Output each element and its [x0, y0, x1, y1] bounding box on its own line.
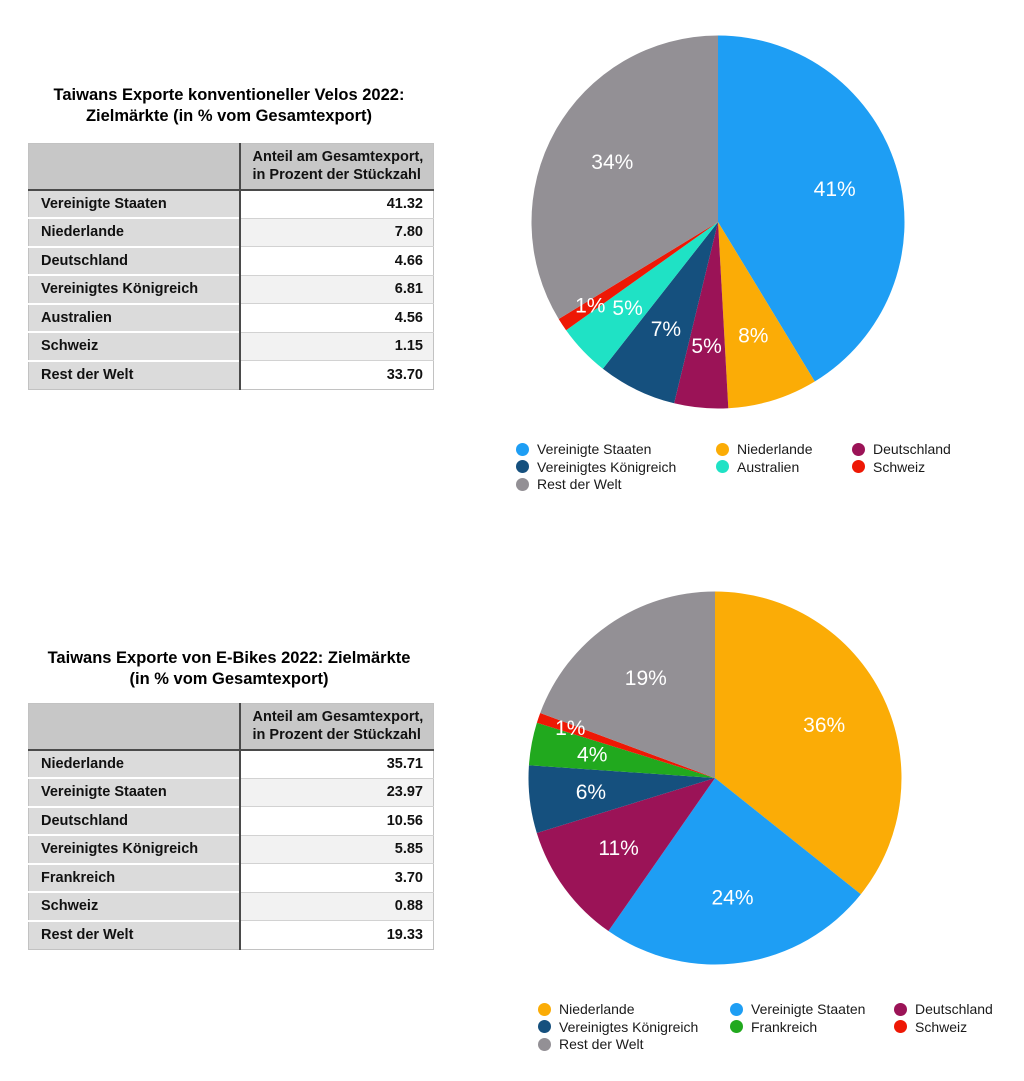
- table-row-deutschland: [29, 807, 434, 836]
- row-label: Rest der Welt: [29, 361, 240, 390]
- legend-item-niederlande: [716, 442, 852, 457]
- pie-slice-label-rest-der-welt: 19%: [624, 666, 667, 690]
- velos-table-header-line2: in Prozent der Stückzahl: [252, 167, 421, 184]
- velos-legend: [516, 442, 951, 492]
- ebikes-table-header-empty-cell: [29, 704, 240, 750]
- legend-item-rest-der-welt: [516, 477, 716, 492]
- legend-label: Niederlande: [737, 441, 813, 458]
- pie-slice-label-australien: 5%: [612, 296, 643, 320]
- legend-label: Deutschland: [873, 441, 951, 458]
- table-row-vereinigte-staaten: [29, 778, 434, 807]
- legend-label: Vereinigtes Königreich: [559, 1018, 699, 1035]
- row-label: Vereinigtes Königreich: [29, 275, 240, 304]
- ebikes-table: [28, 703, 434, 950]
- velos-table-header-line1: Anteil am Gesamtexport,: [252, 149, 424, 166]
- legend-item-deutschland: [894, 1002, 993, 1017]
- pie-slice-label-niederlande: 8%: [738, 324, 769, 348]
- ebikes-title-line1: Taiwans Exporte von E-Bikes 2022: Zielmärkte: [47, 649, 411, 667]
- table-row-australien: [29, 304, 434, 333]
- table-row-vereinigtes-königreich: [29, 835, 434, 864]
- pie-slice-label-vereinigtes-königreich: 7%: [650, 317, 682, 341]
- pie-slice-label-schweiz: 1%: [555, 717, 586, 741]
- velos-title-line2: Zielmärkte (in % vom Gesamtexport): [85, 107, 373, 125]
- row-value: 4.56: [240, 304, 434, 333]
- row-value: 4.66: [240, 247, 434, 276]
- legend-label: Vereinigtes Königreich: [537, 458, 677, 475]
- row-value: 5.85: [240, 835, 434, 864]
- legend-label: Schweiz: [915, 1018, 968, 1035]
- row-label: Deutschland: [29, 247, 240, 276]
- velos-table-header-row: [29, 144, 434, 190]
- row-value: 41.32: [240, 190, 434, 219]
- ebikes-pie-chart: [528, 591, 902, 965]
- legend-color-dot: [516, 443, 529, 456]
- legend-label: Australien: [737, 458, 800, 475]
- pie-slice-label-vereinigtes-königreich: 6%: [575, 780, 607, 804]
- legend-color-dot: [516, 460, 529, 473]
- legend-color-dot: [538, 1020, 551, 1033]
- table-row-niederlande: [29, 750, 434, 779]
- velos-section-title: [24, 85, 434, 127]
- table-row-schweiz: [29, 332, 434, 361]
- pie-slice-label-frankreich: 4%: [577, 743, 608, 767]
- table-row-frankreich: [29, 864, 434, 893]
- velos-table: [28, 143, 434, 390]
- legend-color-dot: [716, 443, 729, 456]
- table-row-deutschland: [29, 247, 434, 276]
- legend-color-dot: [716, 460, 729, 473]
- legend-label: Vereinigte Staaten: [537, 441, 652, 458]
- row-label: Schweiz: [29, 892, 240, 921]
- velos-title-line1: Taiwans Exporte konventioneller Velos 2022:: [53, 86, 405, 104]
- row-value: 3.70: [240, 864, 434, 893]
- legend-label: Schweiz: [873, 458, 926, 475]
- row-label: Vereinigte Staaten: [29, 778, 240, 807]
- velos-table-header-empty-cell: [29, 144, 240, 190]
- legend-item-vereinigtes-königreich: [516, 460, 716, 475]
- pie-slice-label-schweiz: 1%: [575, 294, 606, 318]
- pie-slice-label-deutschland: 5%: [691, 334, 722, 358]
- legend-label: Rest der Welt: [537, 476, 622, 493]
- row-label: Australien: [29, 304, 240, 333]
- row-value: 35.71: [240, 750, 434, 779]
- legend-item-vereinigte-staaten: [516, 442, 716, 457]
- row-label: Vereinigte Staaten: [29, 190, 240, 219]
- legend-label: Frankreich: [751, 1018, 818, 1035]
- legend-item-australien: [716, 460, 852, 475]
- row-value: 10.56: [240, 807, 434, 836]
- row-label: Vereinigtes Königreich: [29, 835, 240, 864]
- table-row-vereinigtes-königreich: [29, 275, 434, 304]
- row-value: 0.88: [240, 892, 434, 921]
- legend-label: Niederlande: [559, 1001, 635, 1018]
- table-row-vereinigte-staaten: [29, 190, 434, 219]
- row-value: 33.70: [240, 361, 434, 390]
- ebikes-section-title: [24, 648, 434, 690]
- pie-slice-label-rest-der-welt: 34%: [591, 151, 634, 175]
- legend-color-dot: [852, 443, 865, 456]
- legend-color-dot: [852, 460, 865, 473]
- legend-color-dot: [516, 478, 529, 491]
- row-value: 1.15: [240, 332, 434, 361]
- legend-color-dot: [538, 1003, 551, 1016]
- ebikes-table-header-cell: [240, 704, 434, 750]
- pie-slice-label-vereinigte-staaten: 41%: [813, 177, 856, 201]
- legend-color-dot: [894, 1003, 907, 1016]
- legend-item-schweiz: [894, 1020, 993, 1035]
- row-label: Rest der Welt: [29, 921, 240, 950]
- table-row-niederlande: [29, 218, 434, 247]
- pie-slice-label-vereinigte-staaten: 24%: [711, 886, 754, 910]
- table-row-rest-der-welt: [29, 361, 434, 390]
- ebikes-title-line2: (in % vom Gesamtexport): [129, 670, 329, 688]
- table-row-rest-der-welt: [29, 921, 434, 950]
- row-label: Schweiz: [29, 332, 240, 361]
- table-row-schweiz: [29, 892, 434, 921]
- legend-color-dot: [730, 1003, 743, 1016]
- pie-slice-label-deutschland: 11%: [598, 836, 639, 860]
- ebikes-table-header-line2: in Prozent der Stückzahl: [252, 727, 421, 744]
- row-value: 6.81: [240, 275, 434, 304]
- legend-item-schweiz: [852, 460, 951, 475]
- row-value: 23.97: [240, 778, 434, 807]
- row-label: Frankreich: [29, 864, 240, 893]
- legend-item-niederlande: [538, 1002, 730, 1017]
- legend-item-rest-der-welt: [538, 1037, 730, 1052]
- legend-label: Vereinigte Staaten: [751, 1001, 866, 1018]
- legend-item-vereinigte-staaten: [730, 1002, 894, 1017]
- row-label: Niederlande: [29, 750, 240, 779]
- pie-slice-label-niederlande: 36%: [803, 713, 846, 737]
- row-label: Niederlande: [29, 218, 240, 247]
- legend-item-frankreich: [730, 1020, 894, 1035]
- ebikes-table-header-line1: Anteil am Gesamtexport,: [252, 709, 424, 726]
- legend-color-dot: [538, 1038, 551, 1051]
- ebikes-table-header-row: [29, 704, 434, 750]
- velos-table-header-cell: [240, 144, 434, 190]
- row-value: 7.80: [240, 218, 434, 247]
- legend-color-dot: [894, 1020, 907, 1033]
- row-label: Deutschland: [29, 807, 240, 836]
- legend-item-vereinigtes-königreich: [538, 1020, 730, 1035]
- ebikes-legend: [538, 1002, 993, 1052]
- legend-color-dot: [730, 1020, 743, 1033]
- row-value: 19.33: [240, 921, 434, 950]
- legend-item-deutschland: [852, 442, 951, 457]
- legend-label: Deutschland: [915, 1001, 993, 1018]
- legend-label: Rest der Welt: [559, 1036, 644, 1053]
- velos-pie-chart: [531, 35, 905, 409]
